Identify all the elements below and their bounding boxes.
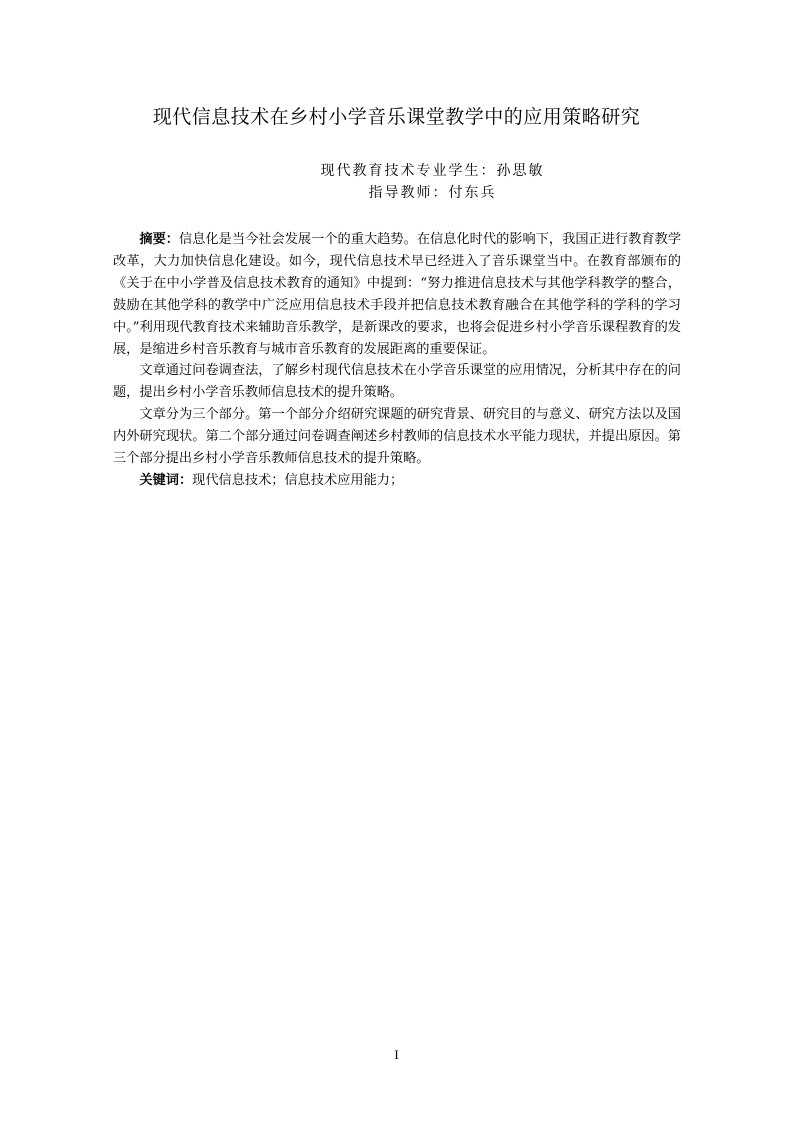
page-number: I bbox=[394, 1047, 399, 1062]
abstract-paragraph: 文章通过问卷调查法，了解乡村现代信息技术在小学音乐课堂的应用情况，分析其中存在的问题，提出乡村小学音乐教师信息技术的提升策略。 bbox=[113, 363, 681, 401]
abstract-paragraph-text: 信息化是当今社会发展一个的重大趋势。在信息化时代的影响下，我国正进行教育教学改革，大力加快信息化建设。如今，现代信息技术早已经进入了音乐课堂当中。在教育部颁布的《关于在中小学普及信息技术教育的通知》中提到：“努力推进信息技术与其他学科教学的整合，鼓励在其他学科的教学中广泛应用信息技术手段并把信息技术教育融合在其他学科的学科的学习中。”利用现代教育技术来辅助音乐教学，是新课改的要求，也将会促进乡村小学音乐课程教育的发展，是缩进乡村音乐教育与城市音乐教育的发展距离的重要保证。 bbox=[113, 232, 682, 357]
advisor-line: 指导教师：付东兵 bbox=[368, 185, 497, 201]
abstract-section bbox=[113, 229, 681, 492]
abstract-label: 摘要： bbox=[139, 232, 180, 247]
author-block bbox=[0, 160, 793, 204]
keywords-label: 关键词： bbox=[139, 472, 193, 488]
abstract-paragraph: 文章分为三个部分。第一个部分介绍研究课题的研究背景、研究目的与意义、研究方法以及国内外研究现状。第二个部分通过问卷调查阐述乡村教师的信息技术水平能力现状，并提出原因。第三个部分提出乡村小学音乐教师信息技术的提升策略。 bbox=[113, 407, 681, 467]
keywords-line bbox=[113, 470, 681, 492]
paper-title: 现代信息技术在乡村小学音乐课堂教学中的应用策略研究 bbox=[152, 106, 641, 128]
student-line: 现代教育技术专业学生：孙思敏 bbox=[320, 163, 545, 179]
keywords-text: 现代信息技术；信息技术应用能力； bbox=[192, 472, 404, 488]
abstract-paragraph bbox=[113, 229, 681, 360]
